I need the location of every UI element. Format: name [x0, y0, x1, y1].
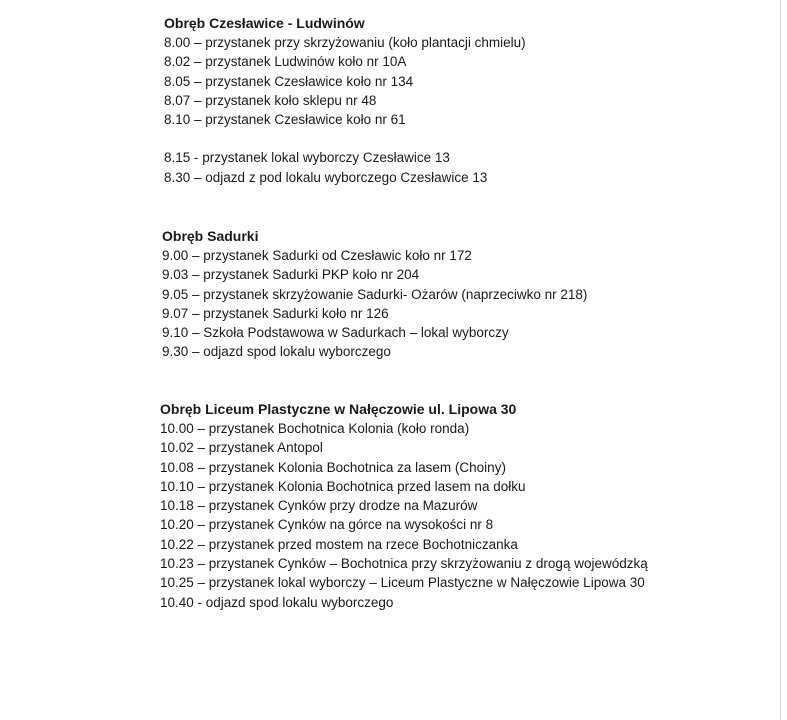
section-title: Obręb Czesławice - Ludwinów	[164, 15, 365, 31]
schedule-entry: 10.25 – przystanek lokal wyborczy – Liceum Plastyczne w Nałęczowie Lipowa 30	[160, 575, 645, 591]
schedule-entry: 10.20 – przystanek Cynków na górce na wysokości nr 8	[160, 517, 494, 533]
schedule-entry: 8.15 - przystanek lokal wyborczy Czesławice 13	[164, 150, 450, 166]
section-title: Obręb Liceum Plastyczne w Nałęczowie ul. Lipowa 30	[160, 401, 517, 417]
section-title: Obręb Sadurki	[162, 228, 259, 244]
section-sadurki	[162, 227, 787, 362]
schedule-entry: 10.08 – przystanek Kolonia Bochotnica za lasem (Choiny)	[160, 459, 506, 475]
schedule-entry: 8.30 – odjazd z pod lokalu wyborczego Czesławice 13	[164, 169, 488, 185]
schedule-entry: 8.10 – przystanek Czesławice koło nr 61	[164, 112, 406, 128]
schedule-entry: 9.05 – przystanek skrzyżowanie Sadurki- Ożarów (naprzeciwko nr 218)	[162, 286, 588, 302]
schedule-entry: 10.22 – przystanek przed mostem na rzece Bochotniczanka	[160, 536, 518, 552]
section-liceum-plastyczne	[160, 400, 787, 612]
section-czeslawice-ludwinow	[164, 14, 787, 187]
schedule-entry: 8.05 – przystanek Czesławice koło nr 134	[164, 73, 414, 89]
schedule-entry: 9.10 – Szkoła Podstawowa w Sadurkach – lokal wyborczy	[162, 325, 509, 341]
schedule-entry: 9.07 – przystanek Sadurki koło nr 126	[162, 305, 389, 321]
schedule-entry: 10.10 – przystanek Kolonia Bochotnica przed lasem na dołku	[160, 478, 526, 494]
schedule-entry: 8.02 – przystanek Ludwinów koło nr 10A	[164, 54, 407, 70]
schedule-entry: 9.30 – odjazd spod lokalu wyborczego	[162, 344, 391, 360]
schedule-entry: 10.23 – przystanek Cynków – Bochotnica przy skrzyżowaniu z drogą wojewódzką	[160, 556, 648, 572]
schedule-entry: 8.00 – przystanek przy skrzyżowaniu (koło plantacji chmielu)	[164, 35, 526, 50]
schedule-entry: 10.40 - odjazd spod lokalu wyborczego	[160, 594, 394, 610]
schedule-entry: 8.07 – przystanek koło sklepu nr 48	[164, 92, 377, 108]
schedule-entry: 10.00 – przystanek Bochotnica Kolonia (koło ronda)	[160, 421, 470, 436]
spacer	[164, 129, 787, 148]
schedule-entry: 9.03 – przystanek Sadurki PKP koło nr 204	[162, 267, 420, 283]
schedule-entry: 10.18 – przystanek Cynków przy drodze na Mazurów	[160, 498, 478, 514]
schedule-entry: 9.00 – przystanek Sadurki od Czesławic koło nr 172	[162, 248, 472, 263]
schedule-entry: 10.02 – przystanek Antopol	[160, 440, 323, 456]
